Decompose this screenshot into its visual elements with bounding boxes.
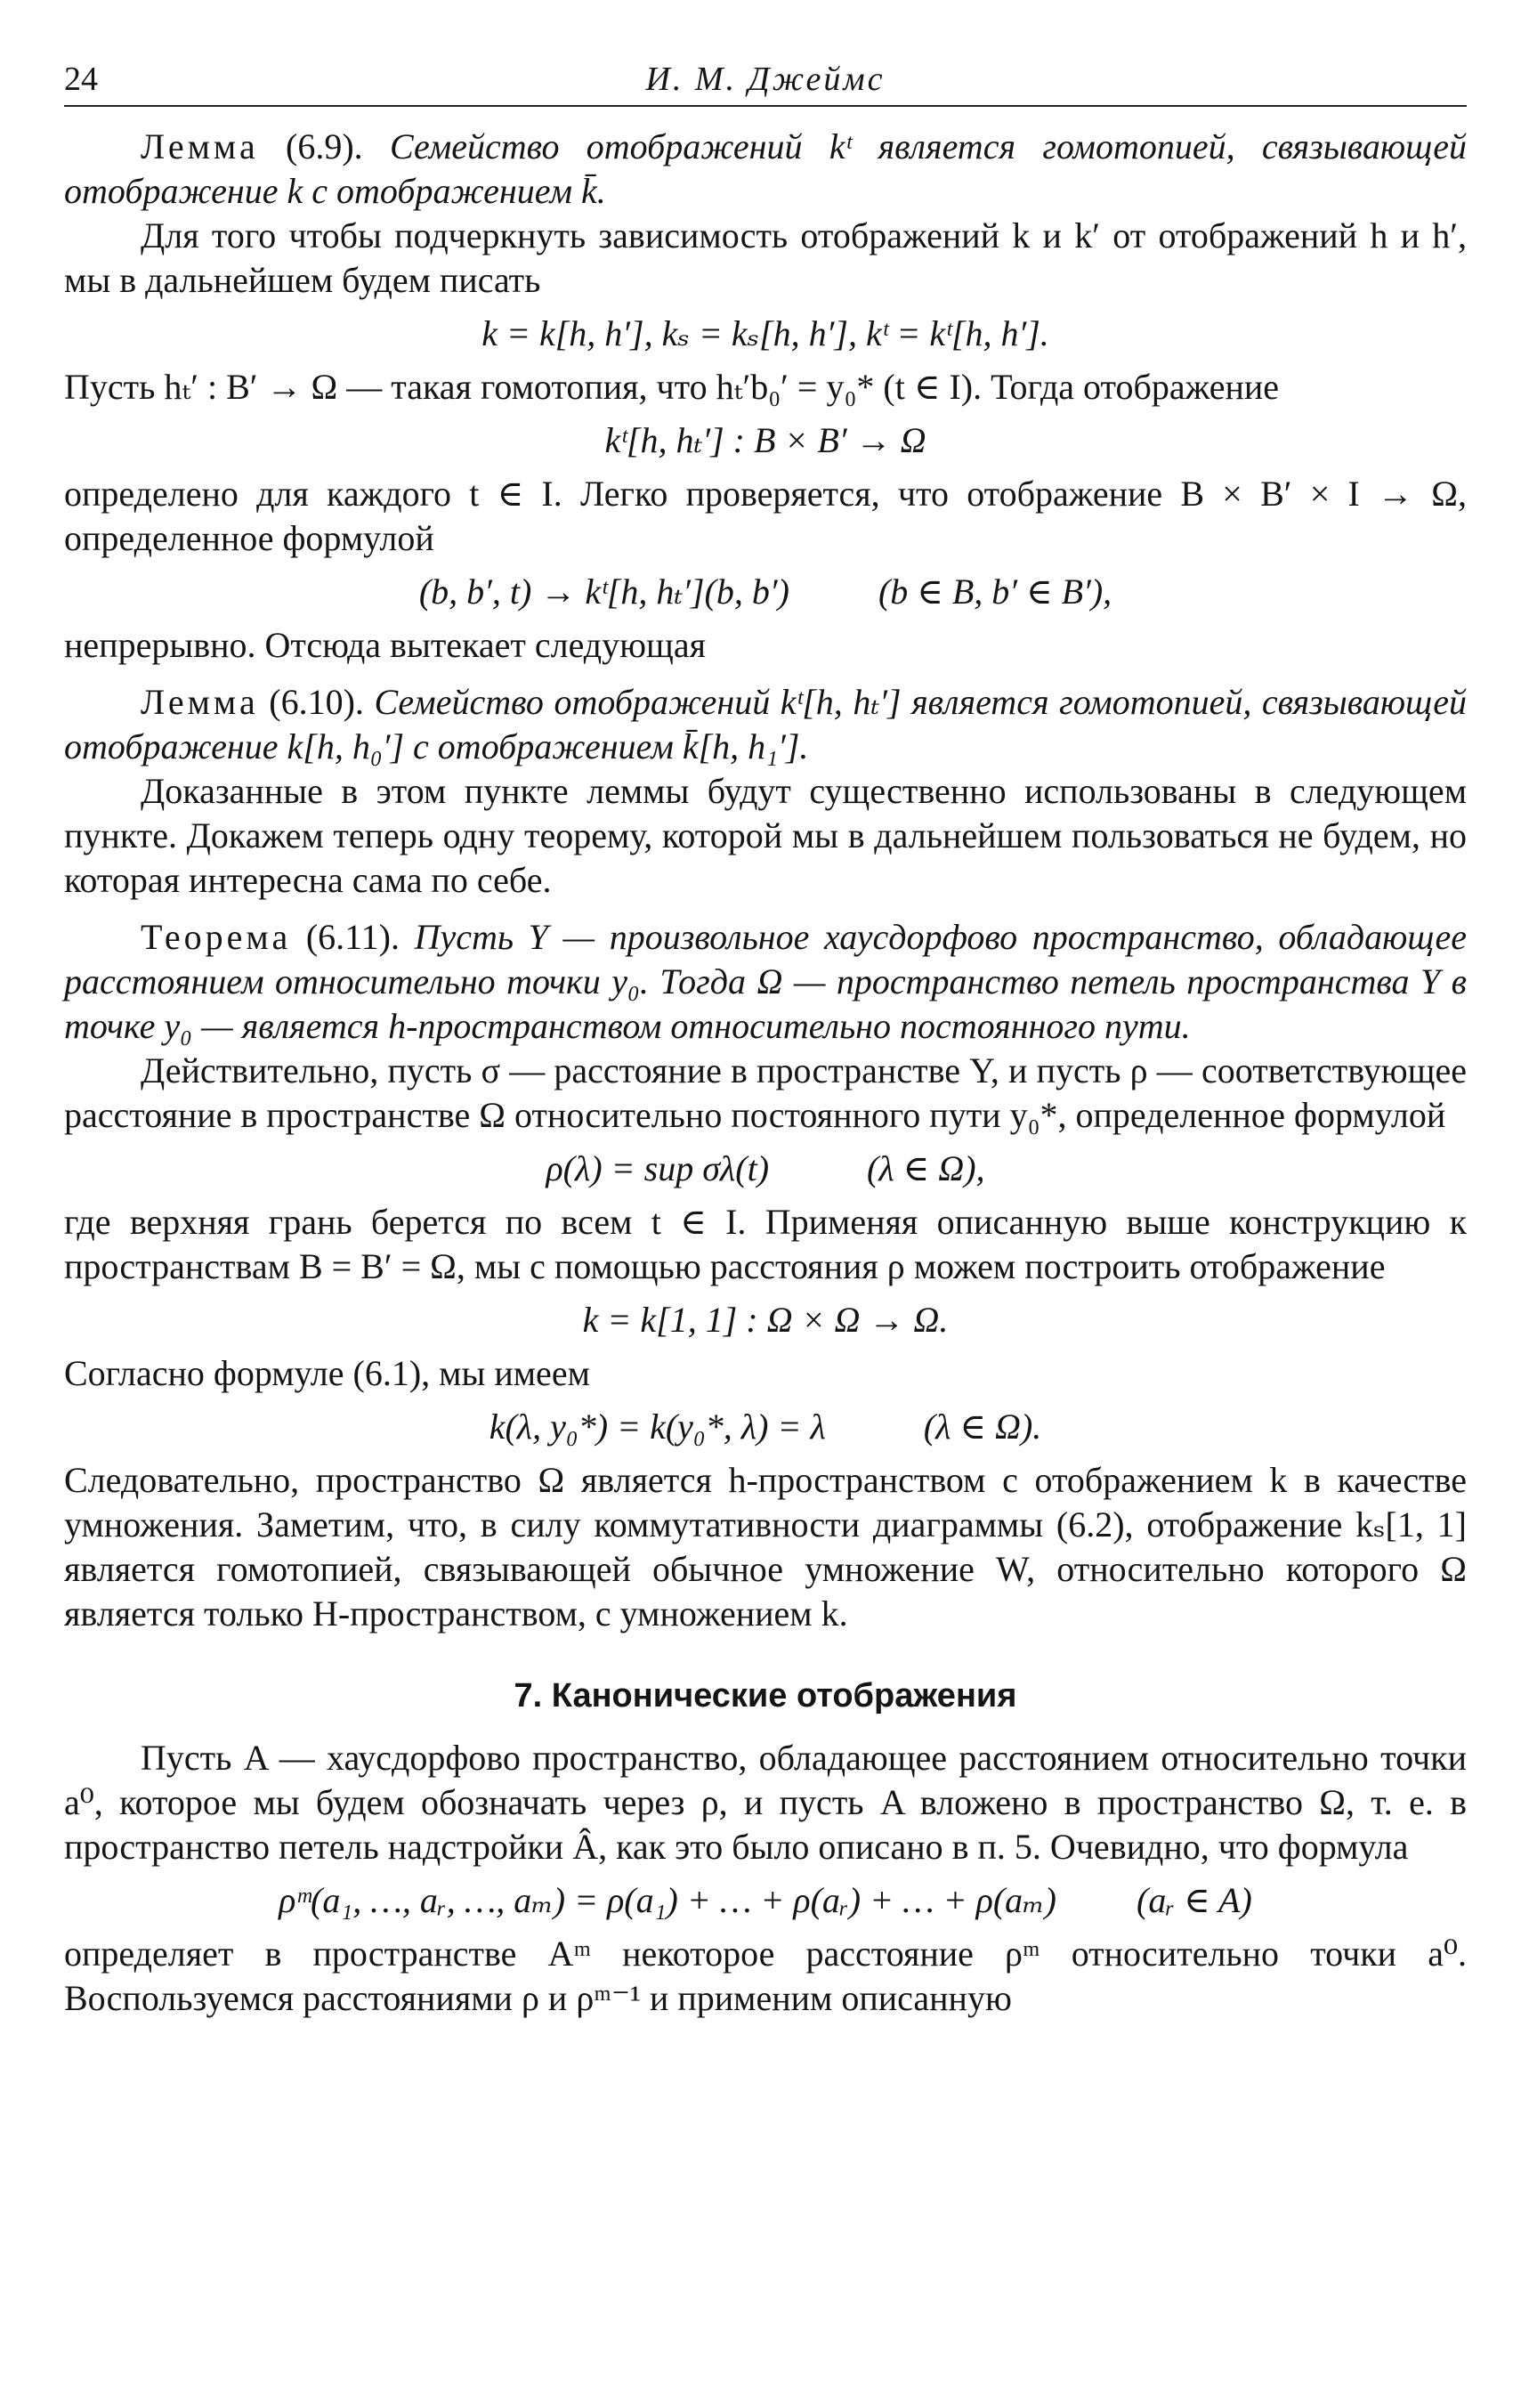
paragraph-according: Согласно формуле (6.1), мы имеем bbox=[64, 1353, 590, 1393]
formula-kt-map: kᵗ[h, hₜ′] : B × B′ → Ω bbox=[604, 420, 926, 460]
formula-rho-m-line bbox=[64, 1878, 1467, 1923]
formula-rho: ρ(λ) = sup σλ(t) bbox=[546, 1148, 770, 1188]
paragraph-let-homotopy: Пусть hₜ′ : B′ → Ω — такая гомотопия, что hₜ′b₀′ = y₀* (t ∈ I). Тогда отображение bbox=[64, 367, 1280, 407]
lemma-6-9 bbox=[64, 125, 1467, 214]
formula-k-notation: k = k[h, h′], kₛ = kₛ[h, h′], kᵗ = kᵗ[h, h′]. bbox=[481, 313, 1049, 353]
header-rule bbox=[64, 105, 1467, 107]
lemma-statement: Семейство отображений kᵗ[h, hₜ′] является гомотопией, связывающей отображение k[h, h₀′] с отображением k̄[h, h₁′]. bbox=[64, 682, 1467, 766]
lemma-number: (6.9). bbox=[286, 126, 363, 166]
formula-rho-m-condition: (aᵣ ∈ A) bbox=[1137, 1880, 1252, 1920]
theorem-statement: Пусть Y — произвольное хаусдорфово пространство, обладающее расстоянием относительно точки y₀. Тогда Ω — пространство петель пространства Y в точке y₀ — является h-пространством относительно постоянного пути. bbox=[64, 917, 1467, 1046]
formula-triple-map bbox=[64, 570, 1467, 614]
section-title: 7. Канонические отображения bbox=[514, 1677, 1017, 1715]
paragraph-defines: определяет в пространстве Aᵐ некоторое расстояние ρᵐ относительно точки a⁰. Воспользуемся расстояниями ρ и ρᵐ⁻¹ и применим описанную bbox=[64, 1934, 1467, 2018]
lemma-number: (6.10). bbox=[269, 682, 364, 722]
paragraph-proved: Доказанные в этом пункте леммы будут существенно использованы в следующем пункте. Докажем теперь одну теорему, которой мы в дальнейшем пользоваться не будем, но которая интересна сама по себе. bbox=[64, 771, 1467, 900]
theorem-6-11 bbox=[64, 915, 1467, 1049]
theorem-label: Теорема bbox=[141, 917, 292, 957]
formula-triple: (b, b′, t) → kᵗ[h, hₜ′](b, b′) bbox=[418, 572, 789, 612]
running-title: И. М. Джеймс bbox=[645, 61, 886, 98]
paragraph-dependence: Для того чтобы подчеркнуть зависимость отображений k и k′ от отображений h и h′, мы в дальнейшем будем писать bbox=[64, 215, 1467, 300]
formula-rho-definition bbox=[64, 1147, 1467, 1191]
lemma-statement: Семейство отображений kᵗ является гомотопией, связывающей отображение k с отображением k̄. bbox=[64, 126, 1468, 211]
page-number: 24 bbox=[64, 61, 98, 98]
formula-identity-line bbox=[64, 1405, 1467, 1449]
theorem-number: (6.11). bbox=[305, 917, 400, 957]
paragraph-consequently: Следовательно, пространство Ω является h-пространством с отображением k в качестве умножения. Заметим, что, в силу коммутативности диаграммы (6.2), отображение kₛ[1, 1] является гомотопией, связывающей обычное умножение W, относительно которого Ω является только H-пространством, с умножением k. bbox=[64, 1460, 1467, 1634]
formula-rho-condition: (λ ∈ Ω), bbox=[867, 1148, 985, 1188]
formula-identity-condition: (λ ∈ Ω). bbox=[923, 1407, 1042, 1447]
paragraph-indeed: Действительно, пусть σ — расстояние в пространстве Y, и пусть ρ — соответствующее расстояние в пространстве Ω относительно постоянного пути y₀*, определенное формулой bbox=[64, 1050, 1467, 1135]
page-body bbox=[64, 125, 1467, 2021]
formula-rho-m: ρᵐ(a₁, …, aᵣ, …, aₘ) = ρ(a₁) + … + ρ(aᵣ) + … + ρ(aₘ) bbox=[279, 1880, 1056, 1920]
running-header bbox=[64, 57, 1467, 101]
lemma-label: Лемма bbox=[141, 682, 259, 722]
formula-identity: k(λ, y₀*) = k(y₀*, λ) = λ bbox=[489, 1407, 826, 1447]
lemma-6-10 bbox=[64, 680, 1467, 769]
paragraph-where: где верхняя грань берется по всем t ∈ I. Применяя описанную выше конструкцию к пространствам B = B′ = Ω, мы с помощью расстояния ρ можем построить отображение bbox=[64, 1202, 1467, 1286]
paragraph-defined: определено для каждого t ∈ I. Легко проверяется, что отображение B × B′ × I → Ω, определенное формулой bbox=[64, 474, 1467, 558]
paragraph-continuous: непрерывно. Отсюда вытекает следующая bbox=[64, 625, 706, 665]
formula-triple-condition: (b ∈ B, b′ ∈ B′), bbox=[878, 572, 1112, 612]
formula-k11: k = k[1, 1] : Ω × Ω → Ω. bbox=[582, 1300, 949, 1340]
lemma-label: Лемма bbox=[141, 126, 259, 166]
paragraph-let-a: Пусть A — хаусдорфово пространство, обладающее расстоянием относительно точки a⁰, которое мы будем обозначать через ρ, и пусть A вложено в пространство Ω, т. е. в пространство петель надстройки Â, как это было описано в п. 5. Очевидно, что формула bbox=[64, 1738, 1467, 1867]
